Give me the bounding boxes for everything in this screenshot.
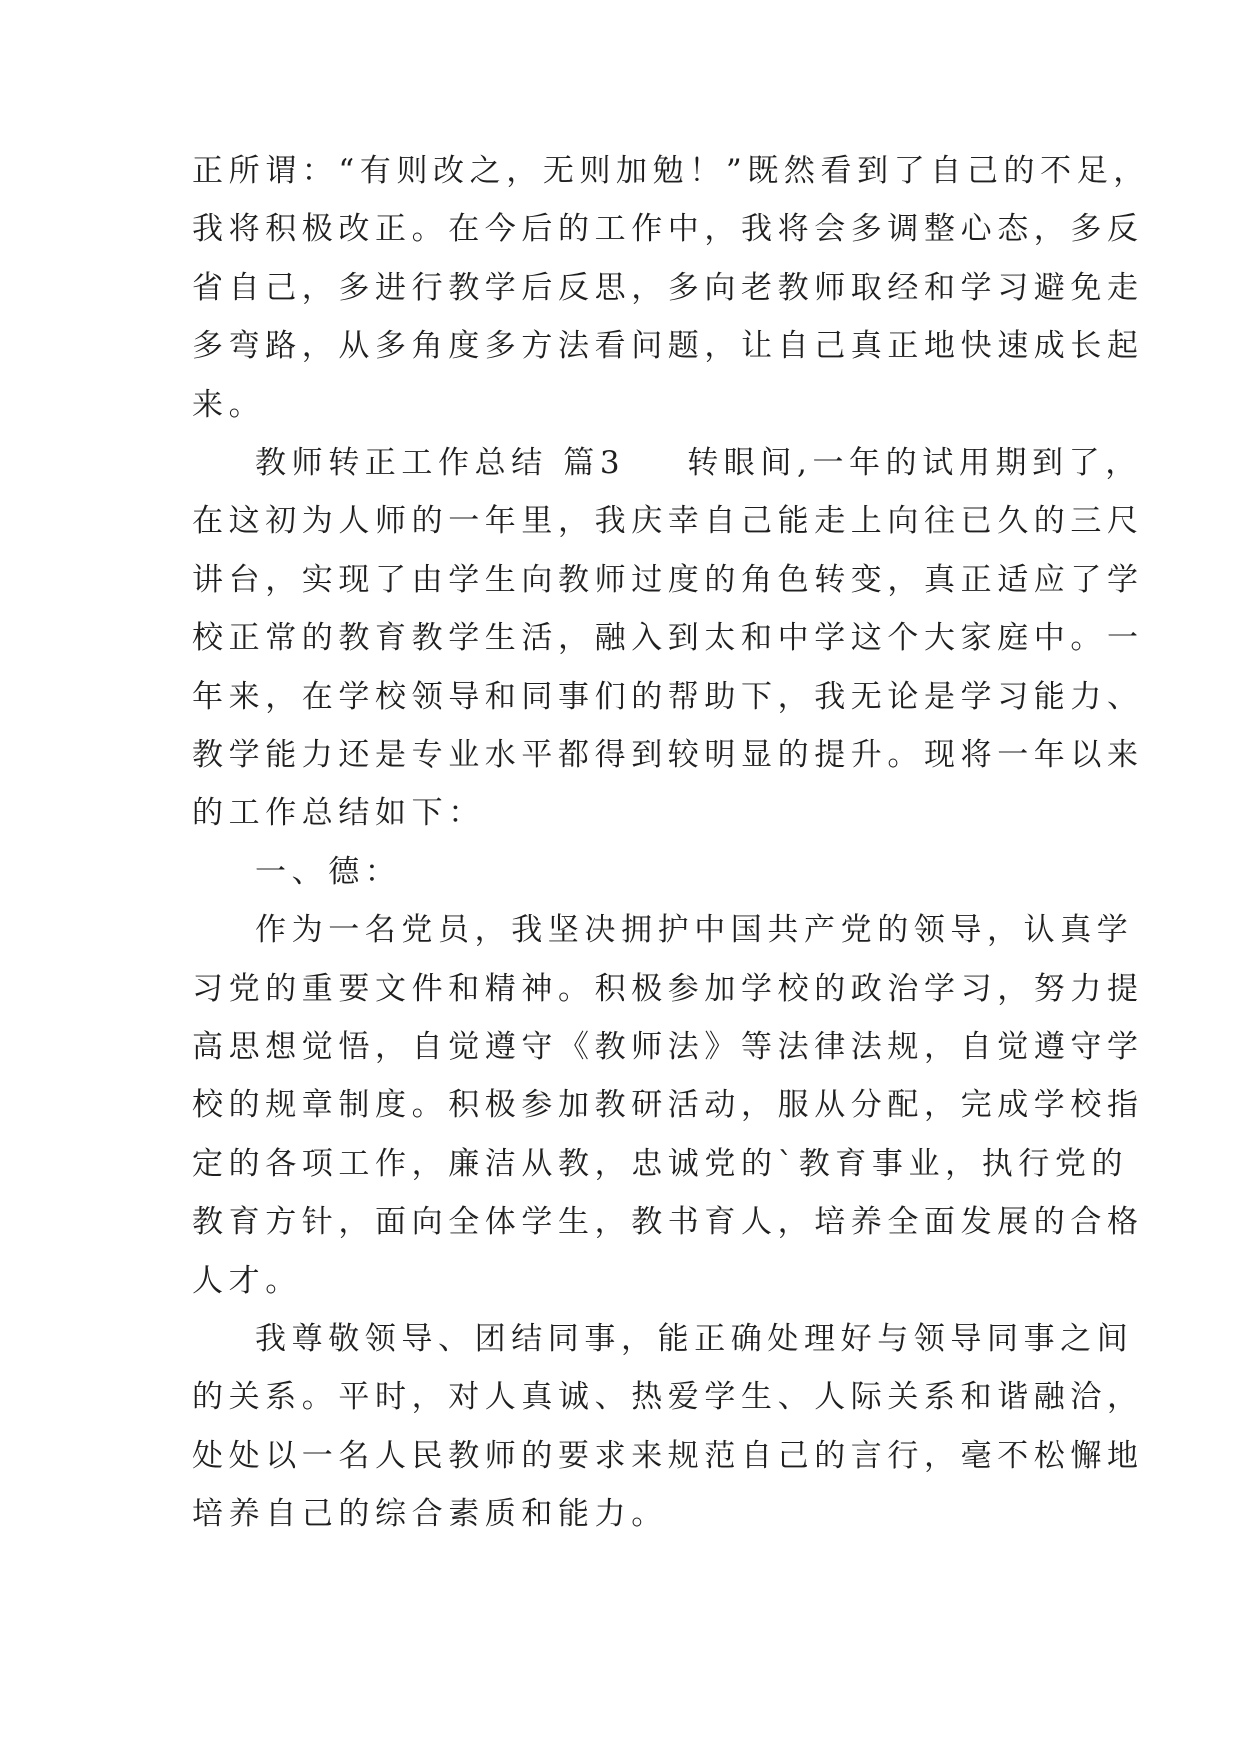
text-line: 省自己，多进行教学后反思，多向老教师取经和学习避免走 (192, 270, 1144, 306)
text-line: 高思想觉悟，自觉遵守《教师法》等法律法规，自觉遵守学 (192, 1029, 1144, 1065)
text-line: 定的各项工作，廉洁从教，忠诚党的`教育事业，执行党的 (192, 1146, 1129, 1182)
subheading-line: 一、德： (255, 854, 402, 890)
text-line: 处处以一名人民教师的要求来规范自己的言行，毫不松懈地 (192, 1438, 1144, 1474)
text-line: 多弯路，从多角度多方法看问题，让自己真正地快速成长起 (192, 328, 1144, 364)
text-line: 的工作总结如下： (192, 795, 485, 831)
text-line: 的关系。平时，对人真诚、热爱学生、人际关系和谐融洽， (192, 1379, 1144, 1415)
paragraph-start: 转眼间,一年的试用期到了， (687, 445, 1142, 481)
text-line: 习党的重要文件和精神。积极参加学校的政治学习，努力提 (192, 971, 1144, 1007)
text-line: 教学能力还是专业水平都得到较明显的提升。现将一年以来 (192, 737, 1144, 773)
text-line: 培养自己的综合素质和能力。 (192, 1496, 668, 1532)
text-line: 讲台，实现了由学生向教师过度的角色转变，真正适应了学 (192, 562, 1144, 598)
text-line: 我尊敬领导、团结同事，能正确处理好与领导同事之间 (255, 1321, 1134, 1357)
text-line: 人才。 (192, 1263, 302, 1299)
text-line: 正所谓：“有则改之，无则加勉！”既然看到了自己的不足， (192, 153, 1150, 189)
text-line: 校的规章制度。积极参加教研活动，服从分配，完成学校指 (192, 1087, 1144, 1123)
text-line: 作为一名党员，我坚决拥护中国共产党的领导，认真学 (255, 912, 1134, 948)
text-line: 校正常的教育教学生活，融入到太和中学这个大家庭中。一 (192, 620, 1144, 656)
section-heading-line (255, 443, 1142, 483)
text-line: 我将积极改正。在今后的工作中，我将会多调整心态，多反 (192, 211, 1144, 247)
text-line: 年来，在学校领导和同事们的帮助下，我无论是学习能力、 (192, 679, 1144, 715)
section-title: 教师转正工作总结 篇3 (255, 445, 626, 481)
text-line: 在这初为人师的一年里，我庆幸自己能走上向往已久的三尺 (192, 503, 1144, 539)
text-line: 来。 (192, 387, 266, 423)
text-line: 教育方针，面向全体学生，教书育人，培养全面发展的合格 (192, 1204, 1144, 1240)
